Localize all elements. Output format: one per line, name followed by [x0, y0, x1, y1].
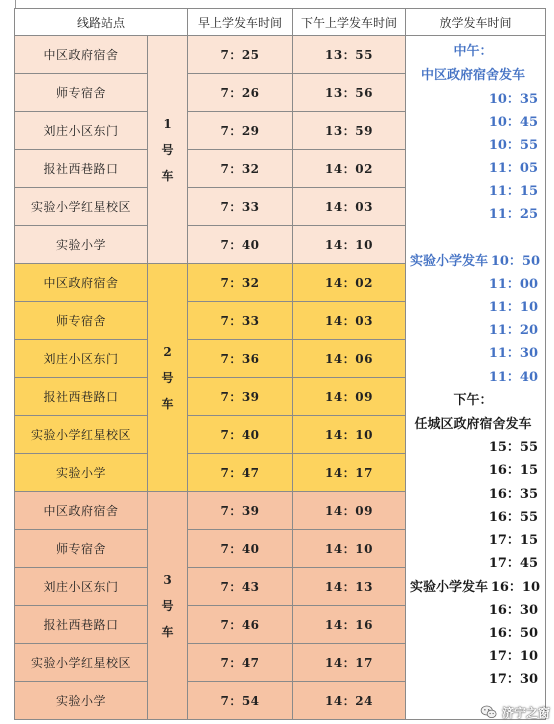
stop-name: 实验小学	[15, 454, 148, 492]
bus-number-3: 3 号 车	[148, 492, 188, 720]
noon-time: 11：00	[488, 277, 538, 292]
afternoon-time: 14：03	[293, 188, 406, 226]
morning-time: 7：43	[188, 568, 293, 606]
noon-time: 10：45	[488, 115, 538, 130]
morning-time: 7：46	[188, 606, 293, 644]
pm-time: 16：30	[488, 603, 538, 618]
pm-time: 16：15	[488, 463, 538, 478]
afternoon-time: 13：56	[293, 74, 406, 112]
afternoon-time: 14：09	[293, 492, 406, 530]
afternoon-time: 13：59	[293, 112, 406, 150]
pm-departure-2: 实验小学发车 16：10	[410, 580, 540, 595]
afternoon-time: 14：10	[293, 530, 406, 568]
stop-name: 实验小学	[15, 682, 148, 720]
noon-time: 11：40	[488, 370, 538, 385]
morning-time: 7：33	[188, 188, 293, 226]
morning-time: 7：26	[188, 74, 293, 112]
morning-time: 7：47	[188, 644, 293, 682]
afternoon-time: 14：09	[293, 378, 406, 416]
stop-name: 中区政府宿舍	[15, 492, 148, 530]
stop-name: 师专宿舍	[15, 530, 148, 568]
morning-time: 7：40	[188, 530, 293, 568]
pm-time: 17：45	[488, 556, 538, 571]
afternoon-time: 14：06	[293, 340, 406, 378]
morning-time: 7：36	[188, 340, 293, 378]
afternoon-time: 14：02	[293, 150, 406, 188]
pm-label: 下午：	[453, 393, 493, 408]
noon-time: 10：35	[488, 92, 538, 107]
wechat-icon	[480, 703, 498, 721]
stop-name: 实验小学红星校区	[15, 644, 148, 682]
noon-time: 11：20	[488, 323, 538, 338]
pm-time: 17：30	[488, 672, 538, 687]
afternoon-time: 14：13	[293, 568, 406, 606]
afternoon-time: 14：03	[293, 302, 406, 340]
stop-name: 师专宿舍	[15, 302, 148, 340]
morning-time: 7：47	[188, 454, 293, 492]
morning-time: 7：25	[188, 36, 293, 74]
stop-name: 报社西巷路口	[15, 150, 148, 188]
stop-name: 实验小学红星校区	[15, 416, 148, 454]
stop-name: 中区政府宿舍	[15, 264, 148, 302]
header-after-school: 放学发车时间	[406, 9, 546, 36]
morning-time: 7：40	[188, 416, 293, 454]
watermark	[480, 703, 550, 721]
morning-time: 7：39	[188, 492, 293, 530]
noon-departure-1: 中区政府宿舍发车	[420, 68, 525, 83]
morning-time: 7：33	[188, 302, 293, 340]
afternoon-time: 14：17	[293, 644, 406, 682]
afternoon-time: 14：10	[293, 416, 406, 454]
noon-time: 11：10	[488, 300, 538, 315]
noon-time: 11：15	[488, 184, 538, 199]
afternoon-time: 14：24	[293, 682, 406, 720]
noon-departure-2: 实验小学发车 10：50	[410, 254, 540, 269]
morning-time: 7：54	[188, 682, 293, 720]
pm-time: 16：50	[488, 626, 538, 641]
pm-time: 17：10	[488, 649, 538, 664]
header-afternoon: 下午上学发车时间	[293, 9, 406, 36]
stop-name: 刘庄小区东门	[15, 568, 148, 606]
bus-number-2: 2 号 车	[148, 264, 188, 492]
header-stop: 线路站点	[15, 9, 188, 36]
stop-name: 师专宿舍	[15, 74, 148, 112]
morning-time: 7：32	[188, 264, 293, 302]
header-morning: 早上学发车时间	[188, 9, 293, 36]
stop-name: 实验小学	[15, 226, 148, 264]
morning-time: 7：29	[188, 112, 293, 150]
stop-name: 中区政府宿舍	[15, 36, 148, 74]
watermark-text: 济宁之窗	[501, 705, 550, 720]
afternoon-time: 14：10	[293, 226, 406, 264]
noon-time: 11：05	[488, 161, 538, 176]
morning-time: 7：39	[188, 378, 293, 416]
noon-time: 10：55	[488, 138, 538, 153]
stop-name: 刘庄小区东门	[15, 340, 148, 378]
afternoon-time: 13：55	[293, 36, 406, 74]
morning-time: 7：40	[188, 226, 293, 264]
pm-time: 17：15	[488, 533, 538, 548]
page-edge-line	[15, 0, 16, 8]
afternoon-time: 14：17	[293, 454, 406, 492]
stop-name: 报社西巷路口	[15, 606, 148, 644]
noon-label: 中午：	[453, 44, 493, 59]
morning-time: 7：32	[188, 150, 293, 188]
noon-time: 11：25	[488, 207, 538, 222]
bus-number-1: 1 号 车	[148, 36, 188, 264]
header-row	[15, 9, 546, 36]
afternoon-time: 14：16	[293, 606, 406, 644]
pm-time: 16：55	[488, 510, 538, 525]
pm-time: 16：35	[488, 487, 538, 502]
afternoon-time: 14：02	[293, 264, 406, 302]
stop-name: 刘庄小区东门	[15, 112, 148, 150]
pm-time: 15：55	[488, 440, 538, 455]
stop-name: 报社西巷路口	[15, 378, 148, 416]
stop-name: 实验小学红星校区	[15, 188, 148, 226]
noon-time: 11：30	[488, 346, 538, 361]
pm-departure-1: 任城区政府宿舍发车	[414, 417, 532, 432]
